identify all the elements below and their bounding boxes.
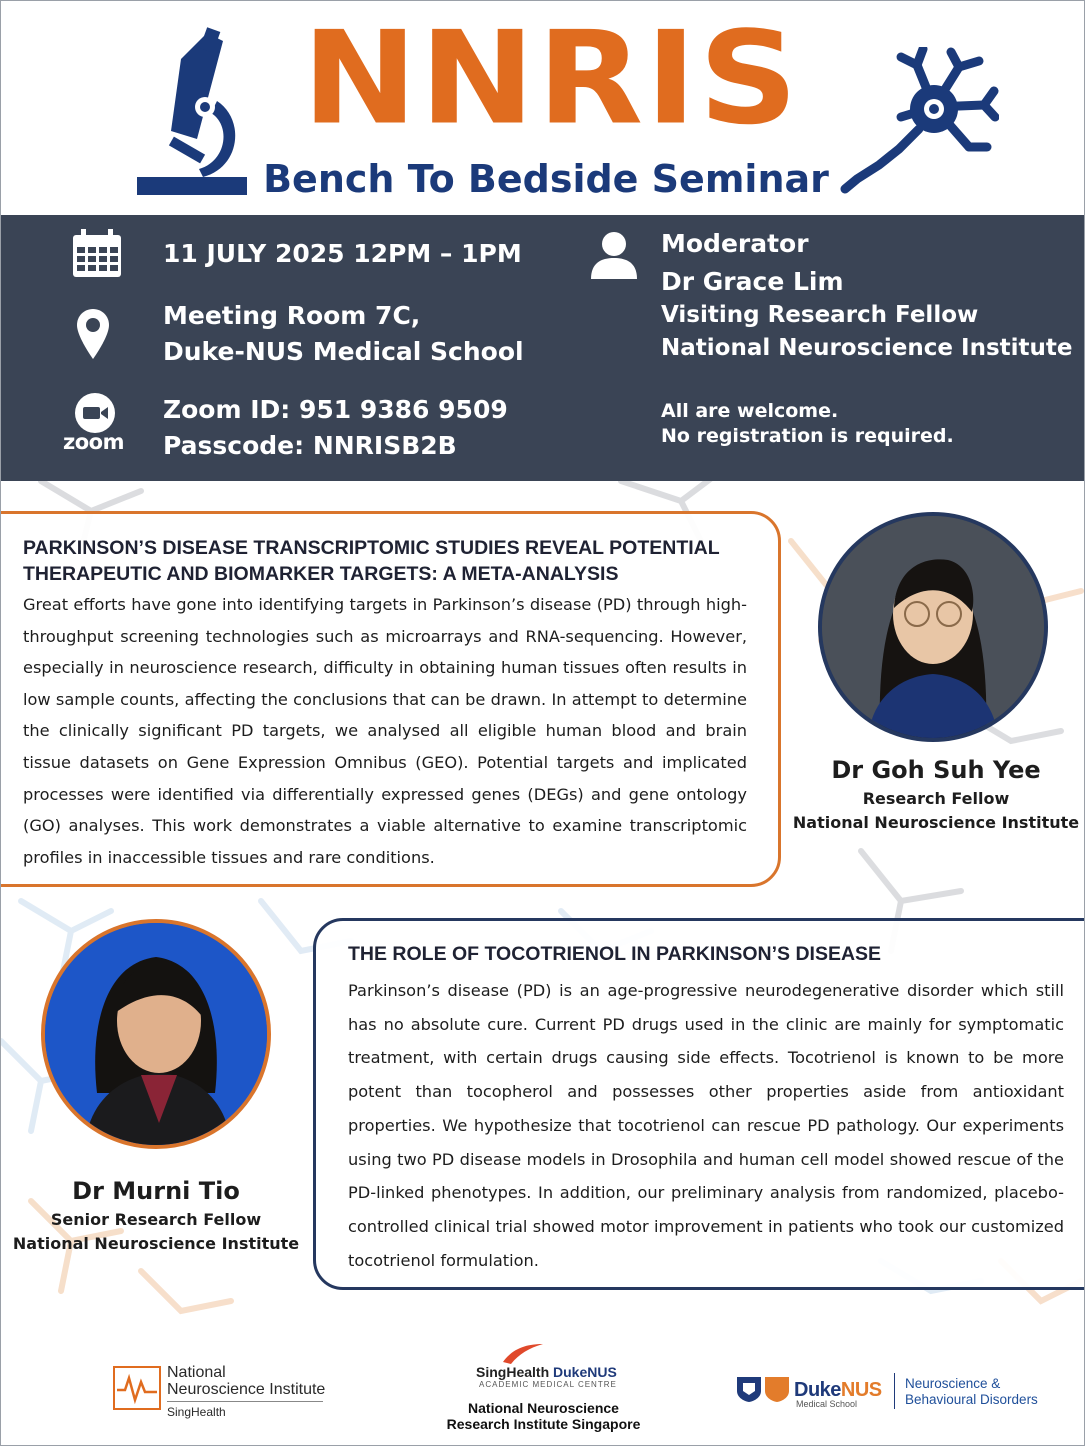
amc-label: ACADEMIC MEDICAL CENTRE <box>479 1380 617 1389</box>
talk-1-title-line-2: THERAPEUTIC AND BIOMARKER TARGETS: A META-ANALYSIS <box>23 563 619 585</box>
speaker-1-institute: National Neuroscience Institute <box>792 813 1080 832</box>
event-info-band <box>1 215 1085 481</box>
moderator-role: Visiting Research Fellow <box>661 302 979 328</box>
speaker-2-role: Senior Research Fellow <box>50 1210 262 1229</box>
program-title: NNRIS <box>302 3 800 154</box>
moderator-heading: Moderator <box>661 229 809 258</box>
poster-header <box>1 1 1085 215</box>
singhealth-label: SingHealth <box>476 1364 550 1380</box>
venue-line-2: Duke-NUS Medical School <box>163 337 524 366</box>
nni-logo-mark <box>113 1366 161 1410</box>
speaker-1-photo <box>818 512 1048 742</box>
speaker-2-portrait <box>45 923 267 1145</box>
nni-parent-label: SingHealth <box>167 1405 226 1419</box>
zoom-logo-text: zoom <box>63 430 124 454</box>
nni-logo-line-1: National <box>167 1364 226 1381</box>
nnris-logo-line-2: Research Institute Singapore <box>446 1416 641 1432</box>
location-pin-icon <box>77 309 109 359</box>
speaker-1-portrait <box>822 516 1044 738</box>
talk-2-abstract: Parkinson’s disease (PD) is an age-progressive neurodegenerative disorder which still has no absolute cure. Current PD drugs used in the clinic are mainly for symptomatic treatment, with certain drugs causing side effects. Tocotrienol is known to be more potent than tocopherol and possesses other properties aside from antioxidant properties. We hypothesize that tocotrienol can rescue PD pathology. Our experiments using two PD disease models in Drosophila and human cell model showed rescue of the PD-linked phenotypes. In addition, our preliminary analysis from randomized, placebo-controlled clinical trial showed motor improvement in patients who took our customized tocotrienol formulation. <box>348 981 1064 1270</box>
speaker-1-role: Research Fellow <box>862 789 1010 808</box>
zoom-passcode: Passcode: NNRISB2B <box>163 431 457 460</box>
neuron-icon <box>839 47 999 197</box>
dukenus-label: DukeNUS <box>553 1364 617 1380</box>
nnris-logo-line-1: National Neuroscience <box>468 1400 619 1416</box>
speaker-2-institute: National Neuroscience Institute <box>12 1234 300 1253</box>
welcome-notice: All are welcome. <box>661 400 839 422</box>
nni-logo-line-2: Neuroscience Institute <box>167 1381 326 1398</box>
moderator-institute: National Neuroscience Institute <box>661 335 1073 361</box>
singhealth-swoosh-icon <box>501 1342 545 1364</box>
dukenus-shield-icon <box>735 1375 791 1403</box>
talk-1-title-line-1: PARKINSON’S DISEASE TRANSCRIPTOMIC STUDIES REVEAL POTENTIAL <box>23 537 720 559</box>
singhealth-dukenus-logo <box>476 1364 617 1380</box>
microscope-icon <box>133 27 253 199</box>
speaker-2-name: Dr Murni Tio <box>72 1177 240 1205</box>
person-icon <box>589 231 639 279</box>
zoom-camera-icon <box>74 393 116 433</box>
dukenus-dept-line-1: Neuroscience & <box>905 1376 1001 1391</box>
zoom-meeting-id: Zoom ID: 951 9386 9509 <box>163 395 508 424</box>
dukenus-duke-text: Duke <box>794 1379 841 1401</box>
dukenus-dept-line-2: Behavioural Disorders <box>905 1392 1038 1407</box>
program-subtitle: Bench To Bedside Seminar <box>263 157 829 201</box>
calendar-icon <box>71 229 123 279</box>
registration-notice: No registration is required. <box>661 425 954 447</box>
dukenus-school-label: Medical School <box>796 1399 858 1409</box>
event-date-time: 11 JULY 2025 12PM – 1PM <box>163 239 522 268</box>
dukenus-divider <box>894 1373 895 1409</box>
moderator-name: Dr Grace Lim <box>661 267 844 296</box>
talk-1-abstract: Great efforts have gone into identifying targets in Parkinson’s disease (PD) through high-throughput screening technologies such as microarrays and RNA-sequencing. However, especially in neuroscience research, difficulty in obtaining human tissues often results in low sample counts, affecting the conclusions that can be drawn. In attempt to determine the clinically significant PD targets, we analysed all eligible human blood and brain tissue datasets on Gene Expression Omnibus (GEO). Potential targets and implicated processes were identified via differentially expressed genes (DEGs) and gene ontology (GO) analyses. This work demonstrates a viable alternative to examine transcriptomic profiles in inaccessible tissues and rare conditions. <box>23 595 747 867</box>
speaker-1-name: Dr Goh Suh Yee <box>831 756 1041 784</box>
dukenus-nus-text: NUS <box>840 1379 882 1401</box>
venue-line-1: Meeting Room 7C, <box>163 301 421 330</box>
talk-2-title: THE ROLE OF TOCOTRIENOL IN PARKINSON’S DISEASE <box>348 943 882 965</box>
speaker-2-photo <box>41 919 271 1149</box>
nni-logo-divider <box>167 1401 323 1402</box>
